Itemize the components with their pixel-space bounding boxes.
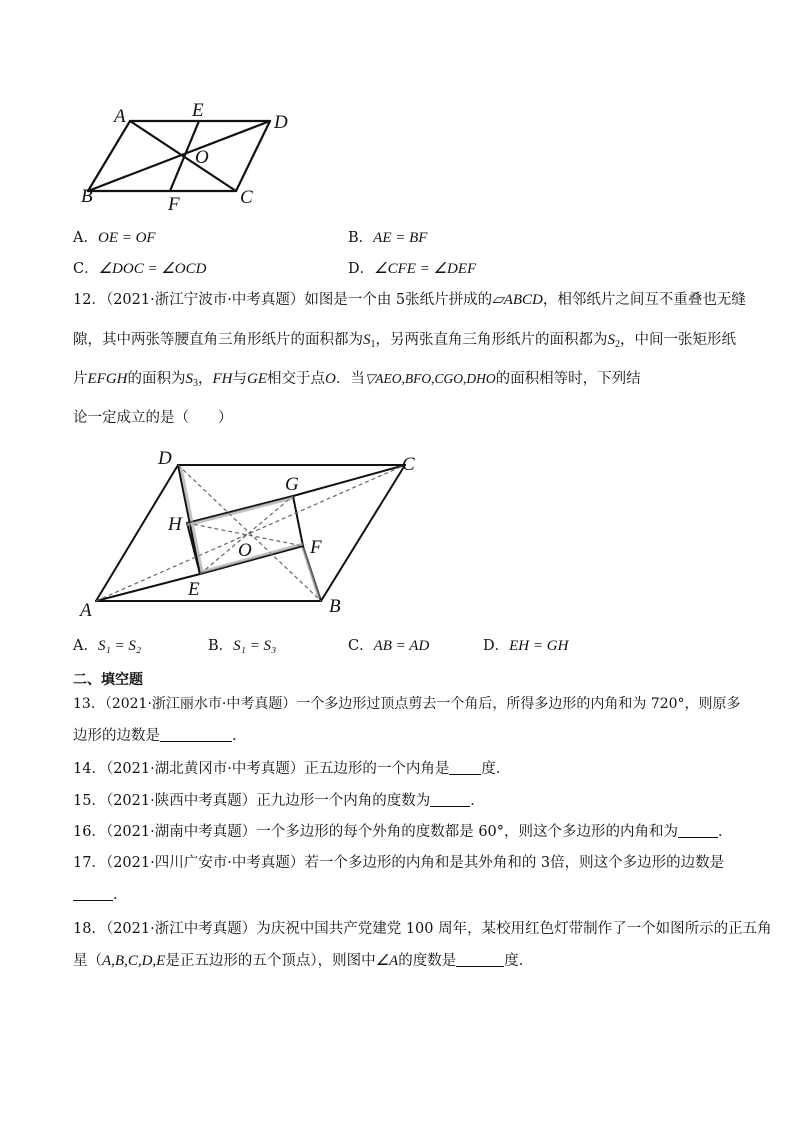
q11-option-a[interactable]: A．OE = OF: [73, 230, 156, 246]
q11-option-c[interactable]: C．∠DOC = ∠OCD: [73, 261, 207, 277]
q17-line-2: ．: [73, 885, 128, 905]
q16-answer-blank[interactable]: [678, 822, 718, 838]
q12-option-d[interactable]: D．EH = GH: [483, 638, 569, 654]
q12-line-2: 隙，其中两张等腰直角三角形纸片的面积都为$S_1$，另两张直角三角形纸片的面积都为$S_2$，中间一张矩形纸: [73, 332, 736, 350]
q17-answer-blank[interactable]: [73, 885, 113, 901]
label-e: E: [188, 579, 200, 600]
label-h: H: [168, 514, 182, 535]
label-f: F: [310, 537, 322, 558]
q13-line-2: 边形的边数是 ．: [73, 728, 247, 744]
label-b: B: [329, 596, 341, 617]
q18-line-1: 18．（2021·浙江中考真题）为庆祝中国共产党建党 100 周年，某校用红色灯带制作了一个如图所示的正五角: [73, 921, 772, 937]
q17-line-1: 17．（2021·四川广安市·中考真题）若一个多边形的内角和是其外角和的 3倍，则这个多边形的边数是: [73, 855, 725, 871]
q14: 14．（2021·湖北黄冈市·中考真题）正五边形的一个内角是 度．: [73, 761, 511, 777]
q13-line-1: 13．（2021·浙江丽水市·中考真题）一个多边形过顶点剪去一个角后，所得多边形的内角和为 720°，则原多: [73, 696, 741, 712]
q12-line-3: 片EFGH的面积为$S_3$，FH与GE相交于点O．当▽AEO,BFO,CGO,DHO的面积相等时，下列结: [73, 371, 641, 389]
q14-answer-blank[interactable]: [449, 759, 481, 775]
label-o: O: [238, 540, 252, 561]
label-g: G: [285, 474, 299, 495]
q12-line-1: 12．（2021·浙江宁波市·中考真题）如图是一个由 5张纸片拼成的▱ABCD，相邻纸片之间互不重叠也无缝: [73, 292, 746, 308]
q12-option-c[interactable]: C．AB = AD: [348, 638, 430, 654]
label-d: D: [274, 112, 288, 133]
label-a: A: [80, 600, 92, 621]
q16: 16．（2021·湖南中考真题）一个多边形的每个外角的度数都是 60°，则这个多边形的内角和为 ．: [73, 824, 733, 840]
label-d: D: [158, 448, 172, 469]
q11-option-d[interactable]: D．∠CFE = ∠DEF: [348, 261, 477, 277]
label-a: A: [114, 106, 126, 127]
label-c: C: [402, 454, 415, 475]
q18-line-2: 星（A,B,C,D,E是正五边形的五个顶点），则图中∠A的度数是 度．: [73, 953, 534, 969]
q11-option-b[interactable]: B．AE = BF: [348, 230, 428, 246]
label-b: B: [81, 186, 93, 207]
q13-answer-blank[interactable]: [160, 726, 232, 742]
q12-line-4: 论一定成立的是（ ）: [73, 410, 233, 426]
label-o: O: [195, 147, 209, 168]
figure-parallelogram-abcd: [78, 100, 298, 215]
q18-answer-blank[interactable]: [456, 951, 504, 967]
figure-paper-pieces-parallelogram: [75, 446, 425, 621]
q15: 15．（2021·陕西中考真题）正九边形一个内角的度数为 ．: [73, 793, 485, 809]
q12-option-a[interactable]: A．S₁ = S₂: [73, 638, 142, 654]
q15-answer-blank[interactable]: [430, 791, 470, 807]
label-e: E: [192, 100, 204, 121]
q12-option-b[interactable]: B．S₁ = S₃: [208, 638, 277, 654]
label-c: C: [240, 187, 253, 208]
section-title-fill-in: 二、填空题: [73, 672, 143, 688]
label-f: F: [168, 194, 180, 215]
